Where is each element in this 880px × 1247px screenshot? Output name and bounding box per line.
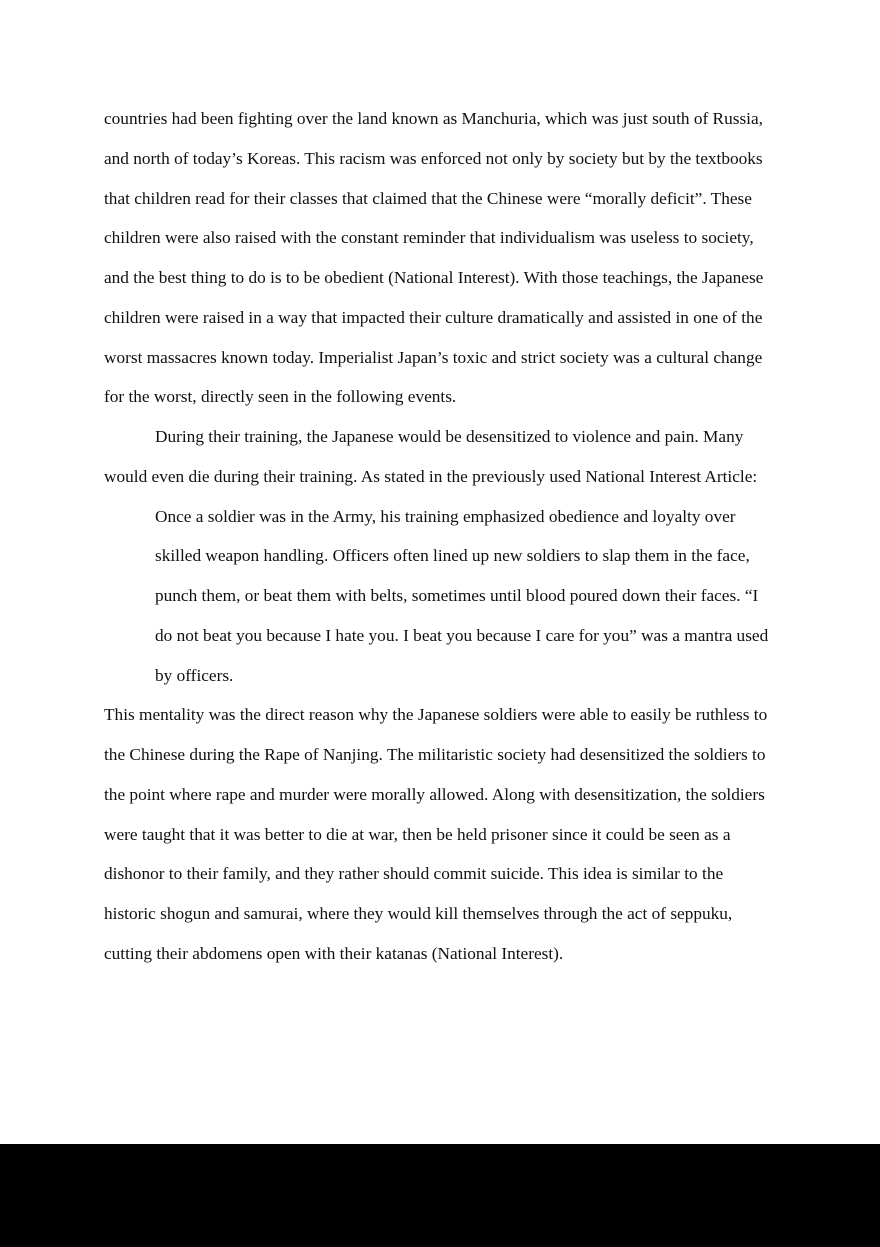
document-body bbox=[104, 99, 784, 974]
block-quote bbox=[104, 497, 784, 696]
text-line: dishonor to their family, and they rather should commit suicide. This idea is similar to the bbox=[104, 864, 724, 884]
text-line: worst massacres known today. Imperialist Japan’s toxic and strict society was a cultural change bbox=[104, 347, 763, 367]
text-line: countries had been fighting over the land known as Manchuria, which was just south of Russia, bbox=[104, 109, 763, 128]
paragraph-training bbox=[104, 417, 784, 497]
quote-line: punch them, or beat them with belts, sometimes until blood poured down their faces. “I bbox=[155, 586, 759, 605]
text-line: cutting their abdomens open with their katanas (National Interest). bbox=[104, 943, 564, 963]
quote-line: do not beat you because I hate you. I beat you because I care for you” was a mantra used bbox=[155, 625, 769, 645]
text-line: would even die during their training. As stated in the previously used National Interest Article: bbox=[104, 466, 758, 486]
text-line: This mentality was the direct reason why the Japanese soldiers were able to easily be ruthless to bbox=[104, 705, 768, 725]
text-line: for the worst, directly seen in the following events. bbox=[104, 387, 457, 407]
text-line: that children read for their classes that claimed that the Chinese were “morally deficit”. These bbox=[104, 188, 752, 208]
text-line: historic shogun and samurai, where they would kill themselves through the act of seppuku, bbox=[104, 904, 733, 923]
text-line: the point where rape and murder were morally allowed. Along with desensitization, the soldiers bbox=[104, 784, 765, 804]
quote-line: by officers. bbox=[155, 665, 234, 685]
text-line: and north of today’s Koreas. This racism was enforced not only by society but by the textbooks bbox=[104, 148, 763, 168]
paragraph-mentality bbox=[104, 695, 784, 973]
bottom-black-bar bbox=[0, 1144, 880, 1247]
text-line: children were raised in a way that impacted their culture dramatically and assisted in one of the bbox=[104, 307, 763, 327]
text-line-first-indent: During their training, the Japanese would be desensitized to violence and pain. Many bbox=[155, 427, 744, 446]
text-line: the Chinese during the Rape of Nanjing. The militaristic society had desensitized the soldiers to bbox=[104, 745, 766, 764]
text-line: children were also raised with the constant reminder that individualism was useless to society, bbox=[104, 228, 754, 248]
text-line: were taught that it was better to die at war, then be held prisoner since it could be seen as a bbox=[104, 824, 731, 844]
quote-line: Once a soldier was in the Army, his training emphasized obedience and loyalty over bbox=[155, 506, 736, 526]
text-line: and the best thing to do is to be obedient (National Interest). With those teachings, the Japanese bbox=[104, 268, 764, 287]
quote-line: skilled weapon handling. Officers often lined up new soldiers to slap them in the face, bbox=[155, 546, 750, 566]
paragraph-continuation bbox=[104, 99, 784, 417]
